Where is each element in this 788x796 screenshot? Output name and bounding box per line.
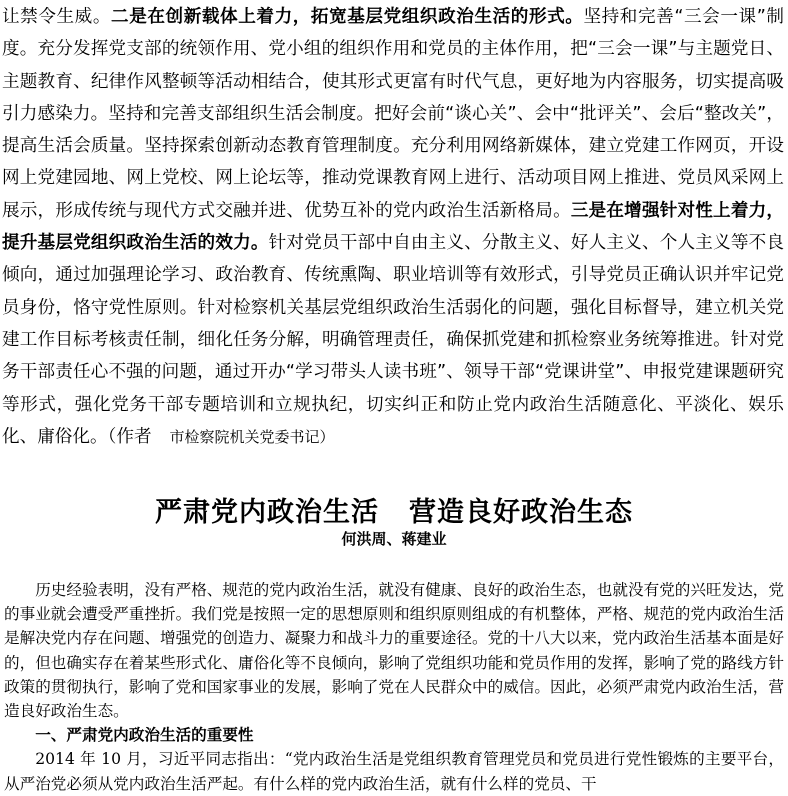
section-heading: 一、严肃党内政治生活的重要性	[35, 725, 254, 745]
text-segment: 针对党员干部中自由主义、分散主义、好人主义、个人主义等不良倾向，通过加强理论学习、政治教育、传统熏陶、职业培训等有效形式，引导党员正确认识并牢记党员身份，恪守党性原则。针对检察机关基层党组织政治生活弱化的问题，强化目标督导，建立机关党建工作目标考核责任制，细化任务分解，明确管理责任，确保抓党建和抓检察业务统筹推进。针对党务干部责任心不强的问题，通过开办“学习带头人读书班”、领导干部“党课讲堂”、申报党建课题研究等形式，强化党务干部专题培训和立规执纪，切实纠正和防止党内政治生活随意化、平淡化、娱乐化、庸俗化。（作者	[2, 233, 784, 447]
title-part-1: 严肃党内政治生活	[155, 497, 379, 528]
body-paragraph: 2014 年 10 月，习近平同志指出：“党内政治生活是党组织教育管理党员和党员进行党性锻炼的主要平台，从严治党必须从党内政治生活严起。有什么样的党内政治生活，就有什么样的党员、干	[4, 750, 784, 793]
author-signature: 市检察院机关党委书记）	[169, 427, 335, 446]
article-title	[0, 490, 788, 529]
bold-heading-point-three: 三是在增强针对性上着力，提升基层党组织政治生活的效力。	[2, 199, 784, 254]
article-body	[4, 578, 784, 796]
bold-heading-point-two: 二是在创新载体上着力，拓宽基层党组织政治生活的形式。	[111, 6, 584, 27]
continued-article-paragraph	[2, 1, 784, 453]
article-authors: 何洪周、蒋建业	[341, 530, 447, 548]
text-segment: 坚持和完善“三会一课”制度。充分发挥党支部的统领作用、党小组的组织作用和党员的主体作用，把“三会一课”与主题党日、主题教育、纪律作风整顿等活动相结合，使其形式更富有时代气息，更好地为内容服务，切实提高吸引力感染力。坚持和完善支部组织生活会制度。把好会前“谈心关”、会中“批评关”、会后“整改关”，提高生活会质量。坚持探索创新动态教育管理制度。充分利用网络新媒体，建立党建工作网页，开设网上党建园地、网上党校、网上论坛等，推动党课教育网上进行、活动项目网上推进、党员风采网上展示，形成传统与现代方式交融并进、优势互补的党内政治生活新格局。	[2, 7, 784, 221]
text-segment: 让禁令生威。	[2, 7, 112, 27]
title-part-2: 营造良好政治生态	[409, 497, 633, 528]
intro-paragraph: 历史经验表明，没有严格、规范的党内政治生活，就没有健康、良好的政治生态，也就没有党的兴旺发达，党的事业就会遭受严重挫折。我们党是按照一定的思想原则和组织原则组成的有机整体，严格、规范的党内政治生活是解决党内存在问题、增强党的创造力、凝聚力和战斗力的重要途径。党的十八大以来，党内政治生活基本面是好的，但也确实存在着某些形式化、庸俗化等不良倾向，影响了党组织功能和党员作用的发挥，影响了党的路线方针政策的贯彻执行，影响了党和国家事业的发展，影响了党在人民群众中的威信。因此，必须严肃党内政治生活，营造良好政治生态。	[4, 581, 784, 721]
